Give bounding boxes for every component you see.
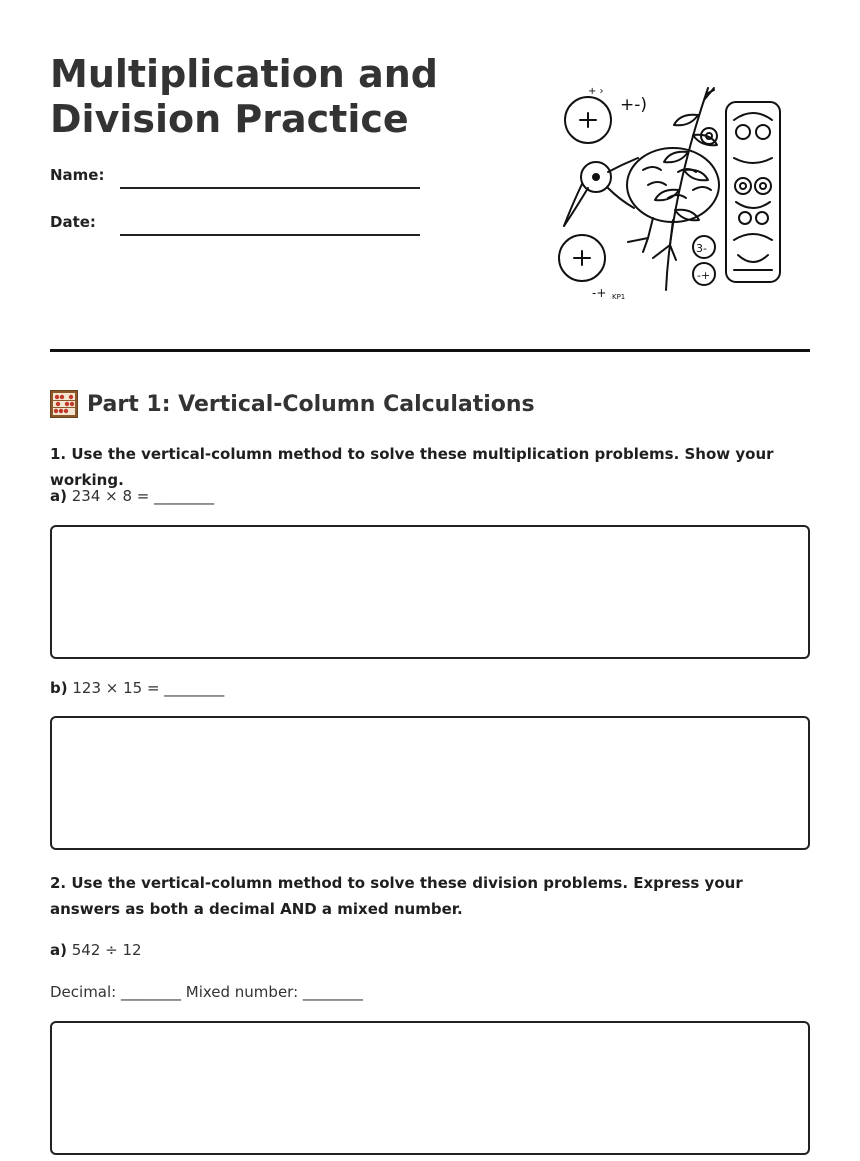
abacus-icon (50, 390, 78, 418)
question-1-text: 1. Use the vertical-column method to solve these multiplication problems. Show your working. (50, 445, 774, 489)
answer-box-2a[interactable] (50, 1021, 810, 1155)
title-line-2: Division Practice (50, 97, 409, 141)
worksheet-title (50, 52, 470, 142)
problem-1b-expression: 123 × 15 = ________ (72, 679, 225, 697)
problem-1a-label: a) (50, 487, 67, 505)
svg-text:-+: -+ (592, 286, 607, 300)
question-2-text: 2. Use the vertical-column method to solve these division problems. Express your answers as both a decimal AND a mixed number. (50, 874, 743, 918)
part-1-title: Part 1: Vertical-Column Calculations (87, 391, 535, 417)
svg-text:+ ›: + › (588, 86, 604, 97)
problem-1b (50, 679, 224, 697)
date-label: Date: (50, 213, 96, 231)
kiwi-fern-tiki-icon (548, 80, 788, 305)
illustration-signature: KP1 (612, 293, 626, 301)
part-1-heading (50, 389, 535, 419)
problem-2a-expression: 542 ÷ 12 (71, 941, 142, 959)
name-line[interactable] (120, 187, 420, 189)
svg-text:+-): +-) (620, 95, 648, 115)
section-divider (50, 349, 810, 352)
name-label: Name: (50, 166, 105, 184)
problem-2a (50, 941, 142, 959)
title-line-1: Multiplication and (50, 52, 438, 96)
date-line[interactable] (120, 234, 420, 236)
problem-1a (50, 487, 214, 505)
answer-box-1a[interactable] (50, 525, 810, 659)
problem-2a-label: a) (50, 941, 67, 959)
svg-text:3-: 3- (696, 242, 707, 255)
problem-1b-label: b) (50, 679, 68, 697)
answer-box-1b[interactable] (50, 716, 810, 850)
svg-text:-+: -+ (697, 269, 711, 282)
problem-2a-answer-line: Decimal: ________ Mixed number: ________ (50, 983, 363, 1001)
problem-1a-expression: 234 × 8 = ________ (71, 487, 215, 505)
